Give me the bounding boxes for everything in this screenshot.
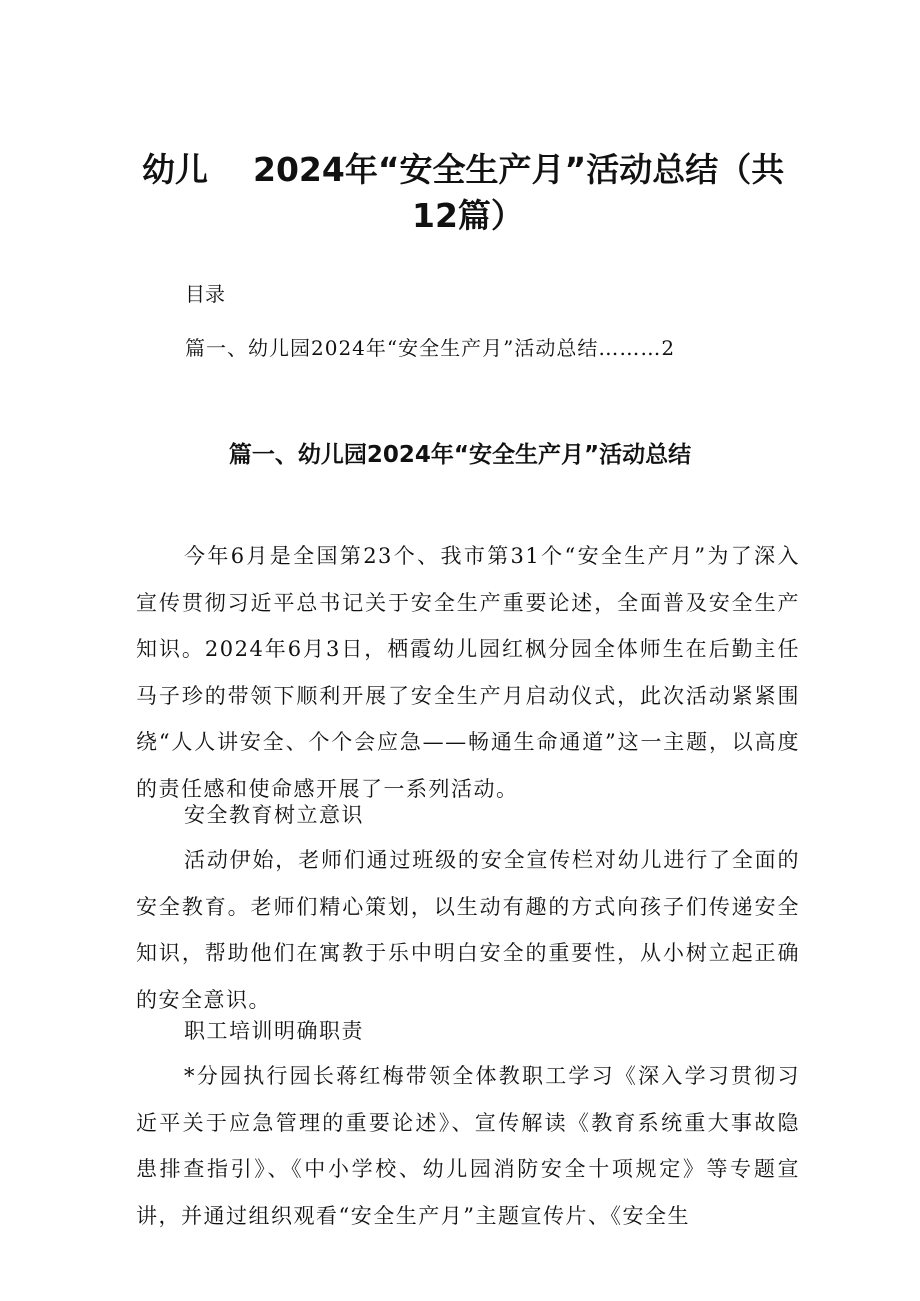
body-paragraph: 今年6月是全国第23个、我市第31个“安全生产月”为了深入宣传贯彻习近平总书记关于安全生产重要论述，全面普及安全生产知识。2024年6月3日，栖霞幼儿园红枫分园全体师生在后勤主任马子珍的带领下顺利开展了安全生产月启动仪式，此次活动紧紧围绕“人人讲安全、个个会应急——畅通生命通道”这一主题，以高度的责任感和使命感开展了一系列活动。 bbox=[136, 544, 800, 801]
subheading: 职工培训明确职责 bbox=[184, 1019, 364, 1043]
toc-label: 目录 bbox=[185, 282, 225, 306]
subheading: 安全教育树立意识 bbox=[184, 803, 364, 827]
title-part-1: 幼儿 bbox=[142, 150, 208, 189]
body-paragraph: *分园执行园长蒋红梅带领全体教职工学习《深入学习贯彻习近平关于应急管理的重要论述》、宣传解读《教育系统重大事故隐患排查指引》、《中小学校、幼儿园消防安全十项规定》等专题宣讲，并通过组织观看“安全生产月”主题宣传片、《安全生 bbox=[136, 1064, 800, 1228]
title-part-2: 2024年“安全生产月”活动总结（共 bbox=[253, 150, 785, 189]
section-title: 篇一、幼儿园2024年“安全生产月”活动总结 bbox=[228, 442, 692, 468]
body-paragraph: 活动伊始，老师们通过班级的安全宣传栏对幼儿进行了全面的安全教育。老师们精心策划，以生动有趣的方式向孩子们传递安全知识，帮助他们在寓教于乐中明白安全的重要性，从小树立起正确的安全意识。 bbox=[136, 848, 800, 1012]
title-part-3: 12篇） bbox=[412, 196, 524, 235]
toc-item[interactable]: 篇一、幼儿园2024年“安全生产月”活动总结………2 bbox=[185, 336, 676, 360]
